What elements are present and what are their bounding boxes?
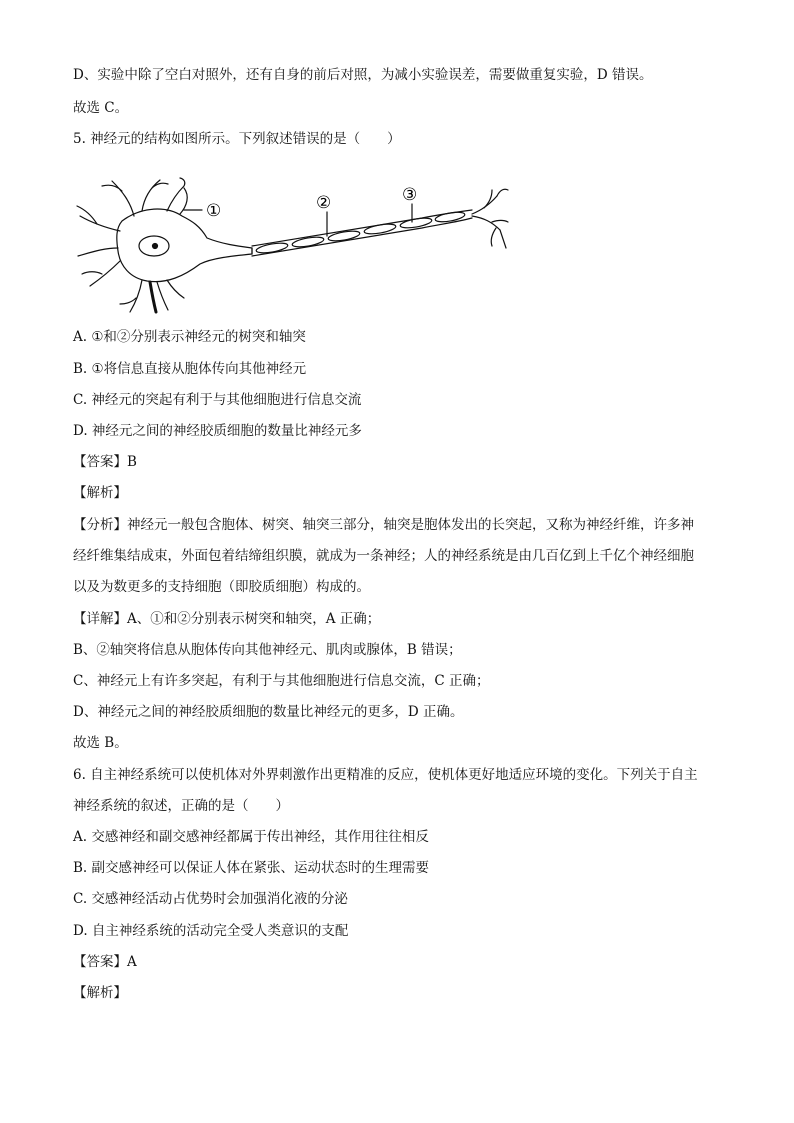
text-line: D、实验中除了空白对照外，还有自身的前后对照，为减小实验误差，需要做重复实验，D 错误。	[73, 67, 653, 83]
text-line: 故选 C。	[73, 100, 129, 116]
answer-label: 【答案】B	[73, 454, 137, 470]
analysis-text: 【分析】神经元一般包含胞体、树突、轴突三部分，轴突是胞体发出的长突起，又称为神经纤维，许多神	[73, 517, 694, 533]
option-b: B. 副交感神经可以保证人体在紧张、运动状态时的生理需要	[73, 860, 430, 876]
question-6: 6. 自主神经系统可以使机体对外界刺激作出更精准的反应，使机体更好地适应环境的变化。下列关于自主	[73, 767, 698, 783]
neuron-diagram	[72, 176, 512, 316]
label-1: ①	[206, 201, 222, 221]
analysis-label: 【解析】	[73, 485, 127, 501]
question-6: 神经系统的叙述，正确的是（ ）	[73, 798, 289, 814]
detail-text: C、神经元上有许多突起，有利于与其他细胞进行信息交流，C 正确；	[73, 673, 490, 689]
detail-text: 【详解】A、①和②分别表示树突和轴突，A 正确；	[73, 611, 381, 627]
option-b: B. ①将信息直接从胞体传向其他神经元	[73, 361, 307, 377]
analysis-label: 【解析】	[73, 985, 127, 1001]
option-d: D. 自主神经系统的活动完全受人类意识的支配	[73, 923, 349, 939]
analysis-text: 经纤维集结成束，外面包着结缔组织膜，就成为一条神经；人的神经系统是由几百亿到上千亿个神经细胞	[73, 548, 694, 564]
option-c: C. 神经元的突起有利于与其他细胞进行信息交流	[73, 392, 362, 408]
question-5: 5. 神经元的结构如图所示。下列叙述错误的是（ ）	[73, 131, 401, 147]
analysis-text: 以及为数更多的支持细胞（即胶质细胞）构成的。	[73, 579, 370, 595]
option-d: D. 神经元之间的神经胶质细胞的数量比神经元多	[73, 423, 362, 439]
label-3: ③	[402, 185, 418, 205]
detail-text: D、神经元之间的神经胶质细胞的数量比神经元的更多，D 正确。	[73, 704, 464, 720]
detail-text: B、②轴突将信息从胞体传向其他神经元、肌肉或腺体，B 错误；	[73, 642, 462, 658]
option-a: A. ①和②分别表示神经元的树突和轴突	[73, 329, 306, 345]
text-line: 故选 B。	[73, 735, 128, 751]
option-a: A. 交感神经和副交感神经都属于传出神经，其作用往往相反	[73, 829, 429, 845]
option-c: C. 交感神经活动占优势时会加强消化液的分泌	[73, 891, 348, 907]
label-2: ②	[316, 193, 332, 213]
answer-label: 【答案】A	[73, 954, 137, 970]
